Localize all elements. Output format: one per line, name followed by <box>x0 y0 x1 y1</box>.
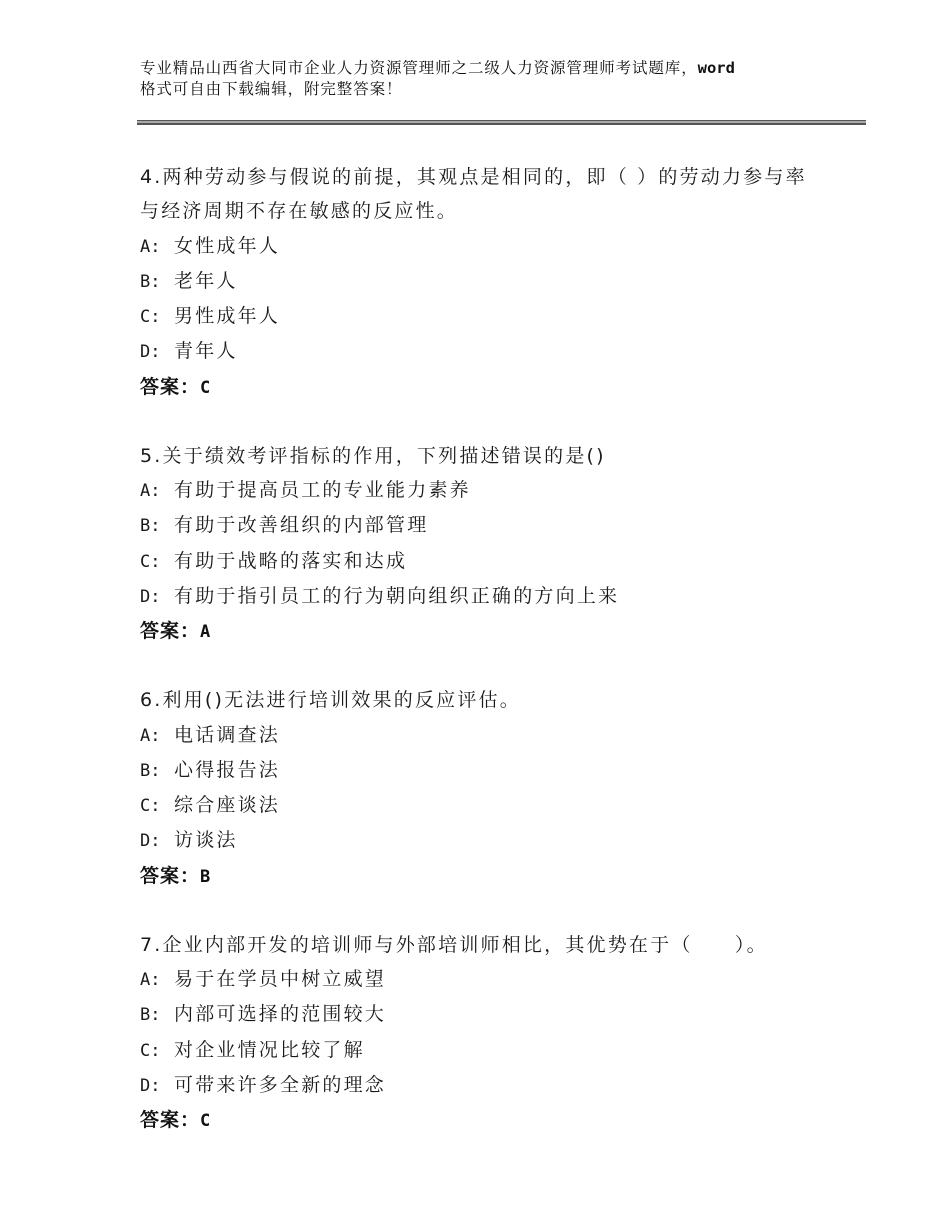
option-text: 有助于指引员工的行为朝向组织正确的方向上来 <box>174 584 620 607</box>
header-title-cn: 专业精品山西省大同市企业人力资源管理师之二级人力资源管理师考试题库， <box>140 59 698 77</box>
answer-label: 答案： <box>140 375 201 398</box>
option-text: 男性成年人 <box>174 305 281 328</box>
option-d <box>140 579 840 614</box>
option-d <box>140 1068 840 1103</box>
option-a <box>140 962 840 997</box>
question-number: 6. <box>140 689 163 712</box>
question-text <box>140 160 810 229</box>
option-text: 女性成年人 <box>174 234 281 257</box>
option-text: 对企业情况比较了解 <box>174 1038 365 1061</box>
question-6 <box>140 683 840 893</box>
answer-value: C <box>200 1111 212 1132</box>
question-5 <box>140 439 840 649</box>
option-c <box>140 788 840 823</box>
option-c <box>140 299 840 334</box>
question-stem: 关于绩效考评指标的作用，下列描述错误的是() <box>162 444 606 467</box>
document-header <box>140 58 840 100</box>
option-a <box>140 473 840 508</box>
question-list <box>140 160 840 1172</box>
header-line-2: 格式可自由下载编辑，附完整答案！ <box>140 80 403 98</box>
header-title-word: word <box>697 59 735 77</box>
option-text: 心得报告法 <box>174 758 281 781</box>
option-letter: C: <box>140 551 161 572</box>
option-letter: C: <box>140 1040 161 1061</box>
header-line-1 <box>140 58 840 79</box>
option-letter: C: <box>140 307 161 328</box>
option-b <box>140 264 840 299</box>
option-text: 青年人 <box>174 340 238 363</box>
answer-line <box>140 1103 840 1138</box>
answer-line <box>140 859 840 894</box>
answer-value: C <box>200 377 212 398</box>
question-stem: 两种劳动参与假说的前提，其观点是相同的，即（ ）的劳动力参与率与经济周期不存在敏感的反应性。 <box>140 166 807 223</box>
option-a <box>140 229 840 264</box>
option-letter: B: <box>140 271 161 292</box>
answer-label: 答案： <box>140 1109 201 1132</box>
option-c <box>140 544 840 579</box>
answer-line <box>140 614 840 649</box>
option-a <box>140 718 840 753</box>
option-letter: A: <box>140 481 161 502</box>
answer-label: 答案： <box>140 620 201 643</box>
option-text: 有助于改善组织的内部管理 <box>174 514 429 537</box>
option-letter: A: <box>140 970 161 991</box>
option-letter: B: <box>140 1005 161 1026</box>
question-4 <box>140 160 840 405</box>
question-text <box>140 683 810 717</box>
option-letter: C: <box>140 796 161 817</box>
option-text: 老年人 <box>174 269 238 292</box>
answer-label: 答案： <box>140 864 201 887</box>
option-b <box>140 997 840 1032</box>
question-7 <box>140 928 840 1138</box>
option-letter: B: <box>140 760 161 781</box>
option-b <box>140 508 840 543</box>
header-divider <box>137 120 866 125</box>
option-letter: D: <box>140 342 161 363</box>
option-d <box>140 334 840 369</box>
option-text: 有助于战略的落实和达成 <box>174 549 408 572</box>
question-number: 5. <box>140 444 163 467</box>
option-d <box>140 823 840 858</box>
question-number: 4. <box>140 166 163 188</box>
option-letter: A: <box>140 725 161 746</box>
option-text: 内部可选择的范围较大 <box>174 1003 387 1026</box>
option-text: 访谈法 <box>174 829 238 852</box>
option-letter: D: <box>140 1075 161 1096</box>
option-text: 可带来许多全新的理念 <box>174 1073 387 1096</box>
option-text: 有助于提高员工的专业能力素养 <box>174 479 471 502</box>
answer-value: B <box>200 866 212 887</box>
option-text: 电话调查法 <box>174 723 281 746</box>
question-stem: 利用()无法进行培训效果的反应评估。 <box>162 689 521 712</box>
question-text <box>140 439 810 473</box>
option-letter: D: <box>140 586 161 607</box>
answer-line <box>140 370 840 405</box>
question-text <box>140 928 810 962</box>
option-text: 易于在学员中树立威望 <box>174 968 387 991</box>
option-c <box>140 1033 840 1068</box>
option-letter: A: <box>140 236 161 257</box>
option-text: 综合座谈法 <box>174 794 281 817</box>
answer-value: A <box>200 622 212 643</box>
question-number: 7. <box>140 933 163 956</box>
option-b <box>140 753 840 788</box>
question-stem: 企业内部开发的培训师与外部培训师相比，其优势在于（ ）。 <box>162 933 768 956</box>
option-letter: D: <box>140 831 161 852</box>
option-letter: B: <box>140 516 161 537</box>
